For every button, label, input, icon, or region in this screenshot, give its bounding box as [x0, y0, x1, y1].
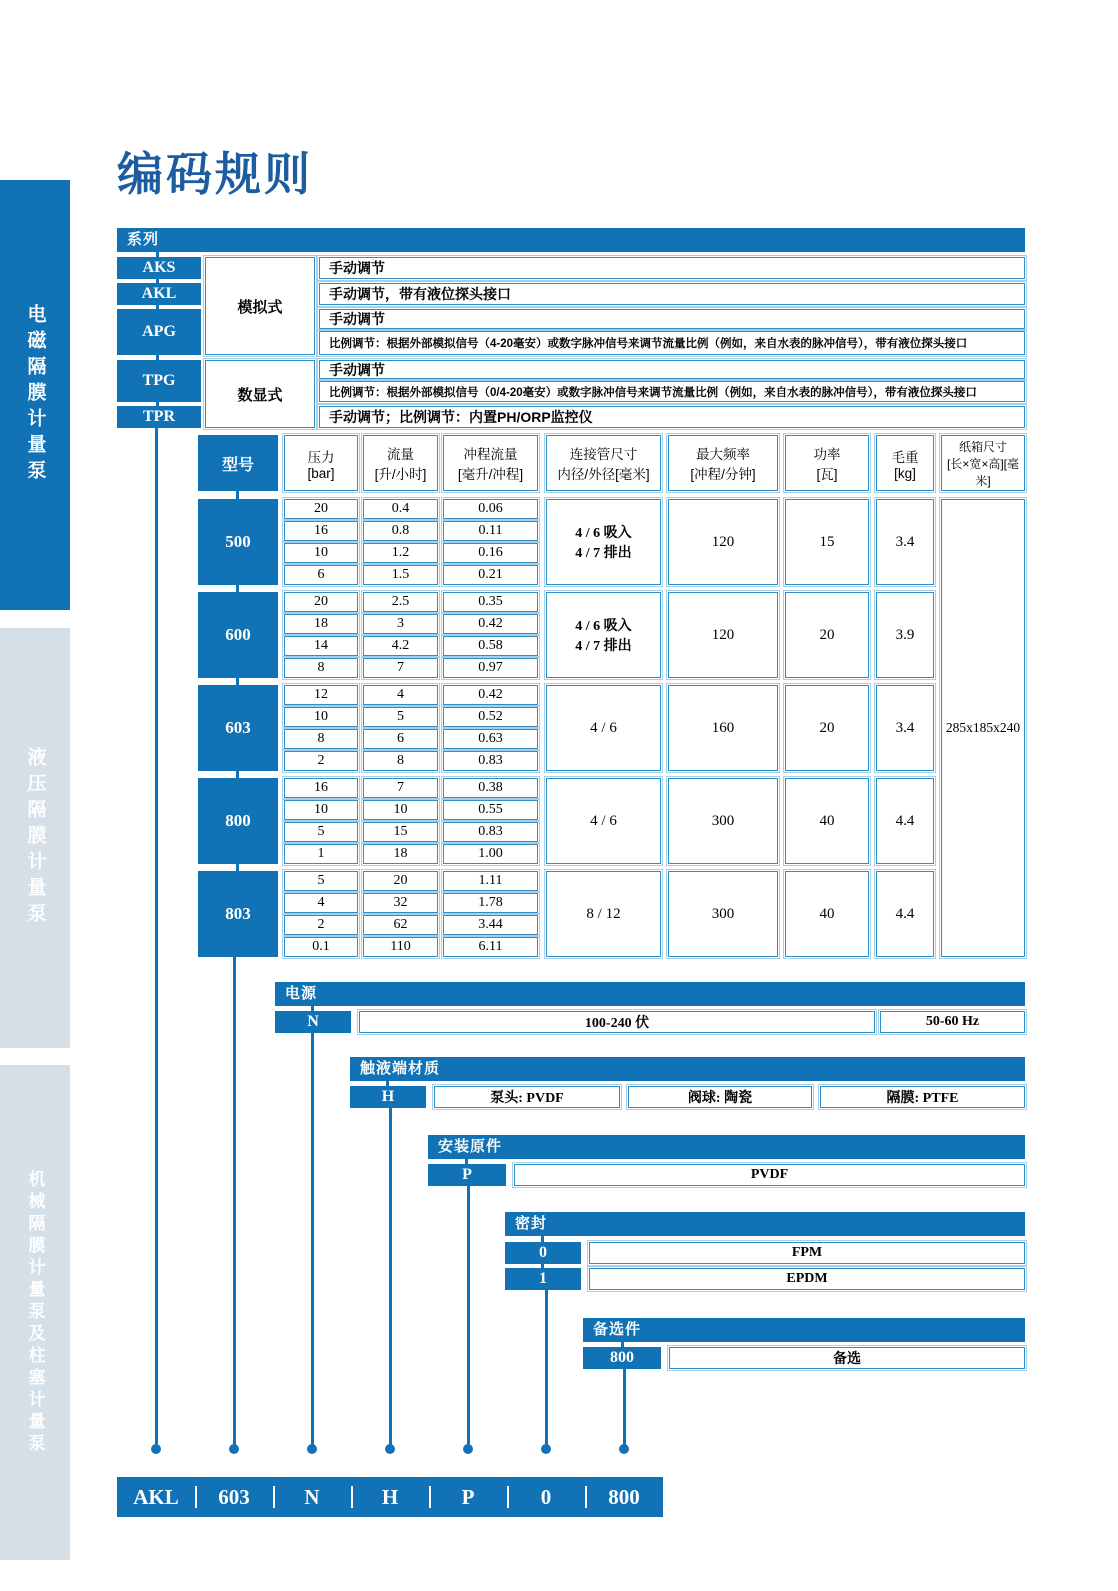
spec-cell: 8: [284, 658, 358, 678]
connector-dot: [307, 1444, 317, 1454]
spec-cell: 1.11: [443, 871, 538, 891]
spec-table: [198, 435, 1025, 957]
install-section: [428, 1135, 1025, 1186]
spec-header-model: 型号: [198, 435, 278, 491]
optional-code: 800: [583, 1347, 661, 1369]
sidebar-tab-label: 电磁隔膜计量泵: [24, 304, 46, 486]
seal-header-bar: 密封: [505, 1212, 1025, 1236]
spec-cell: 6.11: [443, 937, 538, 957]
spec-cell: 15: [363, 822, 438, 842]
power-frequency: 50-60 Hz: [880, 1011, 1025, 1033]
spec-model-500: 500: [198, 499, 278, 585]
spec-cell: 0.35: [443, 592, 538, 612]
spec-weight-603: 3.4: [876, 685, 934, 771]
spec-cell: 0.83: [443, 822, 538, 842]
spec-cell: 4: [363, 685, 438, 705]
spec-cell: 0.8: [363, 521, 438, 541]
spec-cell: 0.11: [443, 521, 538, 541]
series-key-akl: AKL: [117, 283, 201, 305]
connector-line-optional: [623, 1369, 626, 1447]
spec-freq-603: 160: [668, 685, 778, 771]
series-desc-apg-2: 比例调节：根据外部模拟信号（4-20毫安）或数字脉冲信号来调节流量比例（例如，来自水表的脉冲信号），带有液位探头接口: [319, 331, 1025, 355]
optional-section: [583, 1318, 1025, 1369]
spec-weight-500: 3.4: [876, 499, 934, 585]
spec-cell: 3: [363, 614, 438, 634]
spec-cell: 0.16: [443, 543, 538, 563]
connector-dot: [541, 1444, 551, 1454]
connector-line-material: [389, 1108, 392, 1447]
spec-cell: 1.00: [443, 844, 538, 864]
spec-cell: 2: [284, 751, 358, 771]
spec-cell: 0.42: [443, 614, 538, 634]
spec-cell: 6: [363, 729, 438, 749]
seal-value-fpm: FPM: [589, 1242, 1025, 1264]
spec-cell: 14: [284, 636, 358, 656]
spec-cell: 0.4: [363, 499, 438, 519]
spec-cell: 0.06: [443, 499, 538, 519]
spec-cell: 10: [363, 800, 438, 820]
connector-line-install: [467, 1186, 470, 1447]
connector-dot: [463, 1444, 473, 1454]
seal-code-0: 0: [505, 1242, 581, 1264]
power-section: [275, 982, 1025, 1033]
spec-cell: 0.55: [443, 800, 538, 820]
spec-conn-603: 4 / 6: [546, 685, 661, 771]
seal-code-1: 1: [505, 1268, 581, 1290]
series-header-bar: 系列: [117, 228, 1025, 252]
series-group-analog: 模拟式: [205, 257, 315, 355]
spec-cell: 20: [284, 592, 358, 612]
series-desc-tpg-2: 比例调节：根据外部模拟信号（0/4-20毫安）或数字脉冲信号来调节流量比例（例如，来自水表的脉冲信号），带有液位探头接口: [319, 381, 1025, 402]
spec-model-600: 600: [198, 592, 278, 678]
spec-cell: 5: [363, 707, 438, 727]
spec-power-500: 15: [785, 499, 869, 585]
spec-cell: 4: [284, 893, 358, 913]
spec-cell: 0.38: [443, 778, 538, 798]
code-segment-seal: 0: [540, 1484, 552, 1509]
spec-weight-800: 4.4: [876, 778, 934, 864]
code-segment-model: 603: [218, 1484, 250, 1509]
series-key-apg: APG: [117, 309, 201, 355]
spec-cell: 16: [284, 521, 358, 541]
page-title: 编码规则: [117, 148, 313, 200]
spec-cell: 20: [363, 871, 438, 891]
spec-cell: 8: [284, 729, 358, 749]
connector-line-seal: [545, 1289, 548, 1447]
spec-cell: 10: [284, 800, 358, 820]
series-key-tpr: TPR: [117, 406, 201, 428]
sidebar-tab-label: 液压隔膜计量泵: [24, 747, 46, 929]
model-code-bar: [117, 1477, 663, 1517]
spec-cell: 18: [363, 844, 438, 864]
spec-cell: 0.63: [443, 729, 538, 749]
connector-line-model: [233, 957, 236, 1447]
spec-cell: 5: [284, 871, 358, 891]
install-header-bar: 安装原件: [428, 1135, 1025, 1159]
spec-cell: 18: [284, 614, 358, 634]
sidebar-tab-mechanical-pump: [0, 1065, 70, 1560]
series-desc-akl: 手动调节，带有液位探头接口: [319, 283, 1025, 305]
material-pump-head: 泵头: PVDF: [434, 1086, 620, 1108]
series-desc-tpr: 手动调节；比例调节：内置PH/ORP监控仪: [319, 406, 1025, 428]
series-key-tpg: TPG: [117, 360, 201, 402]
spec-conn-500: 4 / 6 吸入 4 / 7 排出: [546, 499, 661, 585]
spec-cell: 32: [363, 893, 438, 913]
spec-cell: 5: [284, 822, 358, 842]
spec-cell: 10: [284, 543, 358, 563]
spec-carton-value: 285x185x240: [941, 499, 1025, 957]
spec-cell: 2: [284, 915, 358, 935]
connector-line-series: [155, 428, 158, 1447]
spec-cell: 7: [363, 658, 438, 678]
spec-cell: 0.42: [443, 685, 538, 705]
spec-cell: 1.5: [363, 565, 438, 585]
spec-cell: 16: [284, 778, 358, 798]
spec-model-803: 803: [198, 871, 278, 957]
spec-cell: 0.97: [443, 658, 538, 678]
series-desc-apg-1: 手动调节: [319, 309, 1025, 329]
connector-dot: [229, 1444, 239, 1454]
spec-header-flow: 流量 [升/小时]: [363, 435, 438, 491]
material-section: [350, 1057, 1025, 1108]
connector-line-power: [311, 1033, 314, 1447]
spec-cell: 4.2: [363, 636, 438, 656]
spec-cell: 10: [284, 707, 358, 727]
spec-conn-800: 4 / 6: [546, 778, 661, 864]
spec-header-freq: 最大频率 [冲程/分钟]: [668, 435, 778, 491]
spec-header-carton: 纸箱尺寸 [长×宽×高][毫米]: [941, 435, 1025, 491]
spec-model-800: 800: [198, 778, 278, 864]
install-value: PVDF: [514, 1164, 1025, 1186]
install-code: P: [428, 1164, 506, 1186]
code-segment-power: N: [304, 1484, 320, 1509]
spec-freq-800: 300: [668, 778, 778, 864]
spec-header-power: 功率 [瓦]: [785, 435, 869, 491]
spec-conn-600: 4 / 6 吸入 4 / 7 排出: [546, 592, 661, 678]
spec-cell: 8: [363, 751, 438, 771]
spec-freq-600: 120: [668, 592, 778, 678]
seal-section: [505, 1212, 1025, 1289]
spec-cell: 0.58: [443, 636, 538, 656]
code-segment-series: AKL: [133, 1484, 179, 1509]
spec-header-conn: 连接管尺寸 内径/外径[毫米]: [546, 435, 661, 491]
material-diaphragm: 隔膜: PTFE: [820, 1086, 1025, 1108]
spec-model-603: 603: [198, 685, 278, 771]
spec-freq-803: 300: [668, 871, 778, 957]
series-table: [117, 228, 1025, 428]
spec-power-800: 40: [785, 778, 869, 864]
spec-cell: 1.78: [443, 893, 538, 913]
series-desc-aks: 手动调节: [319, 257, 1025, 279]
spec-cell: 0.52: [443, 707, 538, 727]
spec-conn-803: 8 / 12: [546, 871, 661, 957]
spec-freq-500: 120: [668, 499, 778, 585]
series-group-digital: 数显式: [205, 360, 315, 428]
spec-header-pressure: 压力 [bar]: [284, 435, 358, 491]
spec-power-803: 40: [785, 871, 869, 957]
sidebar-tab-solenoid-pump: [0, 180, 70, 610]
spec-cell: 6: [284, 565, 358, 585]
spec-cell: 110: [363, 937, 438, 957]
material-valve-ball: 阀球: 陶瓷: [628, 1086, 812, 1108]
connector-dot: [385, 1444, 395, 1454]
code-segment-install: P: [461, 1484, 475, 1509]
material-code: H: [350, 1086, 426, 1108]
power-code: N: [275, 1011, 351, 1033]
power-header-bar: 电源: [275, 982, 1025, 1006]
code-segment-material: H: [381, 1484, 399, 1509]
series-key-aks: AKS: [117, 257, 201, 279]
spec-header-weight: 毛重 [kg]: [876, 435, 934, 491]
seal-value-epdm: EPDM: [589, 1268, 1025, 1290]
spec-power-600: 20: [785, 592, 869, 678]
sidebar-tab-label: 机械隔膜计量泵及柱塞计量泵: [25, 1169, 45, 1456]
sidebar-tab-hydraulic-pump: [0, 628, 70, 1048]
spec-cell: 7: [363, 778, 438, 798]
material-header-bar: 触液端材质: [350, 1057, 1025, 1081]
spec-cell: 2.5: [363, 592, 438, 612]
spec-cell: 12: [284, 685, 358, 705]
spec-cell: 62: [363, 915, 438, 935]
spec-cell: 20: [284, 499, 358, 519]
connector-dot: [151, 1444, 161, 1454]
power-voltage: 100-240 伏: [359, 1011, 875, 1033]
spec-cell: 1: [284, 844, 358, 864]
optional-value: 备选: [669, 1347, 1025, 1369]
spec-cell: 0.1: [284, 937, 358, 957]
optional-header-bar: 备选件: [583, 1318, 1025, 1342]
spec-cell: 0.83: [443, 751, 538, 771]
spec-cell: 1.2: [363, 543, 438, 563]
spec-weight-600: 3.9: [876, 592, 934, 678]
code-segment-optional: 800: [608, 1484, 640, 1509]
spec-header-stroke: 冲程流量 [毫升/冲程]: [443, 435, 538, 491]
spec-cell: 0.21: [443, 565, 538, 585]
spec-weight-803: 4.4: [876, 871, 934, 957]
series-desc-tpg-1: 手动调节: [319, 360, 1025, 379]
connector-dot: [619, 1444, 629, 1454]
spec-power-603: 20: [785, 685, 869, 771]
spec-cell: 3.44: [443, 915, 538, 935]
